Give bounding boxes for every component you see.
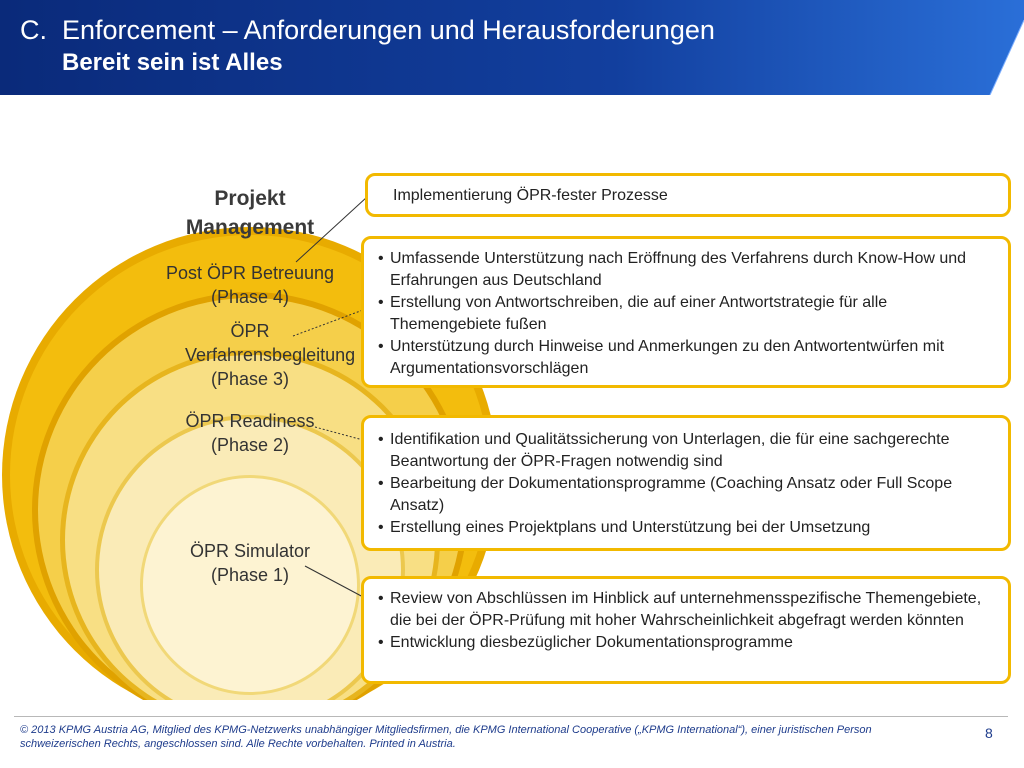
list-item: • Erstellung eines Projektplans und Unterstützung bei der Umsetzung xyxy=(376,517,994,539)
phase-1-name: ÖPR Simulator xyxy=(189,541,311,561)
list-item: • Entwicklung diesbezüglicher Dokumentationsprogramme xyxy=(376,632,994,654)
list-item: • Identifikation und Qualitätssicherung von Unterlagen, die für eine sachgerechte Beantwortung der ÖPR-Fragen notwendig sind xyxy=(376,429,994,473)
label-phase-2 xyxy=(150,409,350,457)
phase-1-number: (Phase 1) xyxy=(210,565,290,585)
label-phase-1 xyxy=(150,539,350,587)
label-phase-3 xyxy=(140,319,360,391)
label-phase-4 xyxy=(150,261,350,309)
phase-2-name: ÖPR Readiness xyxy=(185,411,315,431)
phase-4-name: Post ÖPR Betreuung xyxy=(165,263,335,283)
phase-3-name: ÖPR Verfahrensbegleitung xyxy=(185,321,356,365)
list-item: • Review von Abschlüssen im Hinblick auf unternehmensspezifische Themengebiete, die bei der ÖPR-Prüfung mit hoher Wahrscheinlichkeit abgefragt werden könnten xyxy=(376,588,994,632)
section-number: C. xyxy=(20,15,47,45)
footer-divider xyxy=(14,716,1008,717)
phase-3-number: (Phase 3) xyxy=(210,369,290,389)
phase-2-number: (Phase 2) xyxy=(210,435,290,455)
phase-4-number: (Phase 4) xyxy=(210,287,290,307)
footer-copyright: © 2013 KPMG Austria AG, Mitglied des KPMG-Netzwerks unabhängiger Mitgliedsfirmen, die KPMG International Cooperative („KPMG International“), einer juristischen Person schweizerischen Rechts, angeschlossen sind. Alle Rechte vorbehalten. Printed in Austria. xyxy=(20,724,872,750)
box-phase-2 xyxy=(361,415,1011,551)
box-implementation xyxy=(365,173,1011,217)
implementation-text: Implementierung ÖPR-fester Prozesse xyxy=(393,187,668,204)
list-item: • Bearbeitung der Dokumentationsprogramme (Coaching Ansatz oder Full Scope Ansatz) xyxy=(376,473,994,517)
label-project-management: Projekt Management xyxy=(185,187,315,239)
box-phase-1 xyxy=(361,576,1011,684)
page-title: Enforcement – Anforderungen und Herausforderungen xyxy=(62,15,715,45)
list-item: • Unterstützung durch Hinweise und Anmerkungen zu den Antwortentwürfen mit Argumentationsvorschlägen xyxy=(376,336,994,380)
list-item: • Umfassende Unterstützung nach Eröffnung des Verfahrens durch Know-How und Erfahrungen aus Deutschland xyxy=(376,248,994,292)
page-subtitle: Bereit sein ist Alles xyxy=(62,49,283,76)
list-item: • Erstellung von Antwortschreiben, die auf einer Antwortstrategie für alle Themengebiete fußen xyxy=(376,292,994,336)
page-number: 8 xyxy=(985,725,993,741)
box-phase-4 xyxy=(361,236,1011,388)
